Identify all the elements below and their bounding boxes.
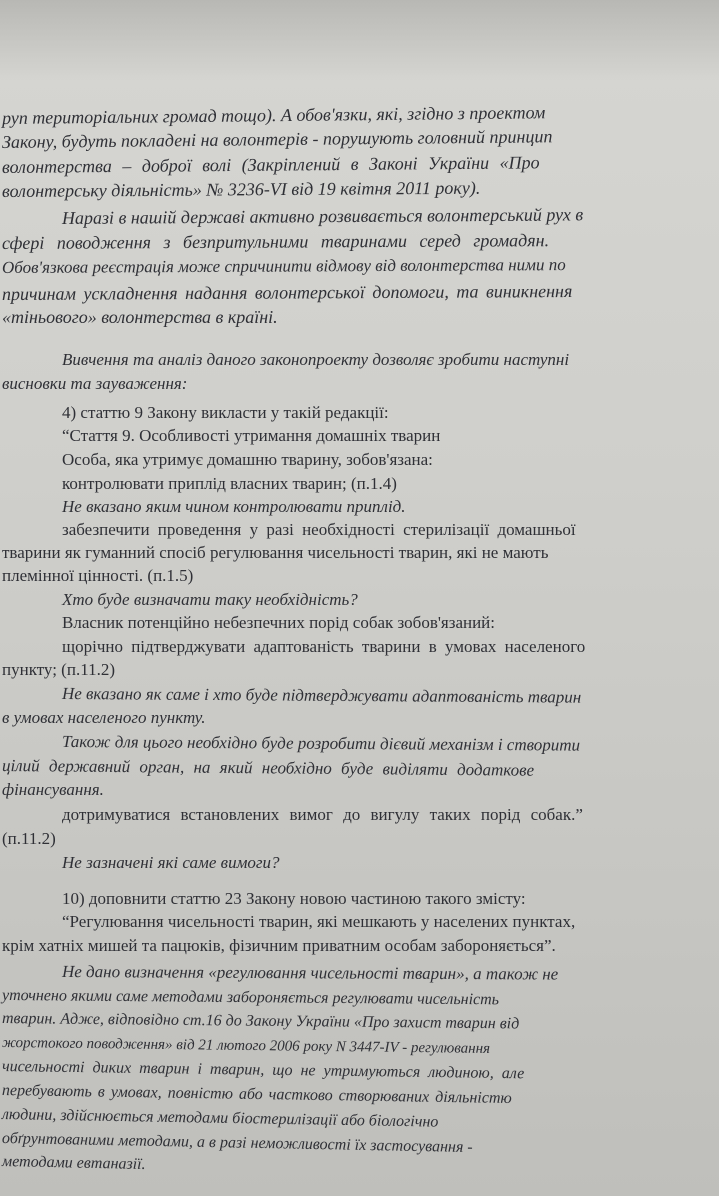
text-line: сфері поводження з безпритульними тваринами серед громадян. — [1, 230, 550, 253]
text-line: тварини як гуманний спосіб регулювання чисельності тварин, які не мають — [2, 543, 549, 562]
text-line: Вивчення та аналіз даного законопроекту дозволяє зробити наступні — [62, 350, 570, 369]
text-line: уточнено якими саме методами забороняється регулювати чисельність — [1, 987, 500, 1009]
text-line: цілий державний орган, на який необхідно буде виділяти додаткове — [1, 756, 535, 780]
text-line: крім хатніх мишей та пацюків, фізичним приватним особам забороняється”. — [2, 936, 556, 955]
page-shadow — [0, 0, 719, 80]
text-line: в умовах населеного пункту. — [2, 708, 206, 727]
text-line: Особа, яка утримує домашню тварину, зобов'язана: — [62, 450, 433, 469]
text-line: людини, здійснюється методами біостерилізації або біологічно — [1, 1106, 439, 1131]
text-line: жорстокого поводження» від 21 лютого 2006 року N 3447-IV - регулювання — [1, 1035, 491, 1057]
text-line: Також для цього необхідно буде розробити дієвий механізм і створити — [61, 732, 581, 755]
text-line: фінансування. — [2, 780, 104, 799]
text-line: причинам ускладнення надання волонтерської допомоги, та виникнення — [1, 281, 573, 304]
text-line: Не зазначені які саме вимоги? — [62, 853, 280, 872]
text-line: Не вказано яким чином контролювати приплід. — [62, 497, 406, 516]
text-line: Не вказано як саме і хто буде підтверджувати адаптованість тварин — [61, 684, 582, 707]
text-line: руп територіальних громад тощо). А обов'язки, які, згідно з проектом — [1, 102, 546, 128]
text-line: «тіньового» волонтерства в країні. — [2, 307, 278, 327]
text-line: тварин. Адже, відповідно ст.16 до Закону України «Про захист тварин від — [1, 1010, 520, 1033]
text-line: обґрунтованими методами, а в разі неможливості їх застосування - — [1, 1130, 473, 1157]
text-line: чисельності диких тварин і тварин, що не утримуються людиною, але — [1, 1058, 525, 1083]
text-line: дотримуватися встановлених вимог до вигулу таких порід собак.” — [62, 805, 583, 824]
text-line: племінної цінності. (п.1.5) — [2, 566, 194, 585]
text-line: Наразі в нашій державі активно розвивається волонтерський рух в — [61, 204, 584, 228]
text-line: “Регулювання чисельності тварин, які мешкають у населених пунктах, — [62, 912, 576, 931]
text-line: забезпечити проведення у разі необхідності стерилізації домашньої — [62, 520, 576, 539]
text-line: щорічно підтверджувати адаптованість тварини в умовах населеного — [62, 637, 586, 656]
text-line: перебувають в умовах, повністю або частково створюваних діяльністю — [1, 1082, 512, 1108]
text-line: Хто буде визначати таку необхідність? — [62, 590, 358, 609]
text-line: 10) доповнити статтю 23 Закону новою частиною такого змісту: — [62, 889, 526, 908]
text-line: Обов'язкова реєстрація може спричинити відмову від волонтерства ними по — [1, 255, 566, 277]
text-line: волонтерства – доброї волі (Закріплений в Законі України «Про — [1, 152, 540, 177]
text-line: 4) статтю 9 Закону викласти у такій редакції: — [62, 403, 389, 422]
text-line: волонтерську діяльність» № 3236-VI від 19 квітня 2011 року). — [1, 177, 481, 201]
text-line: висновки та зауваження: — [2, 374, 188, 393]
text-line: “Стаття 9. Особливості утримання домашніх тварин — [62, 426, 441, 445]
text-line: (п.11.2) — [2, 829, 56, 848]
text-line: Закону, будуть покладені на волонтерів - порушують головний принцип — [1, 126, 553, 152]
text-line: контролювати приплід власних тварин; (п.1.4) — [62, 474, 397, 493]
text-line: Власник потенційно небезпечних порід собак зобов'язаний: — [62, 613, 496, 632]
text-line: методами евтаназії. — [1, 1153, 146, 1174]
text-line: пункту; (п.11.2) — [2, 660, 115, 679]
text-line: Не дано визначення «регулювання чисельності тварин», а також не — [61, 962, 559, 984]
